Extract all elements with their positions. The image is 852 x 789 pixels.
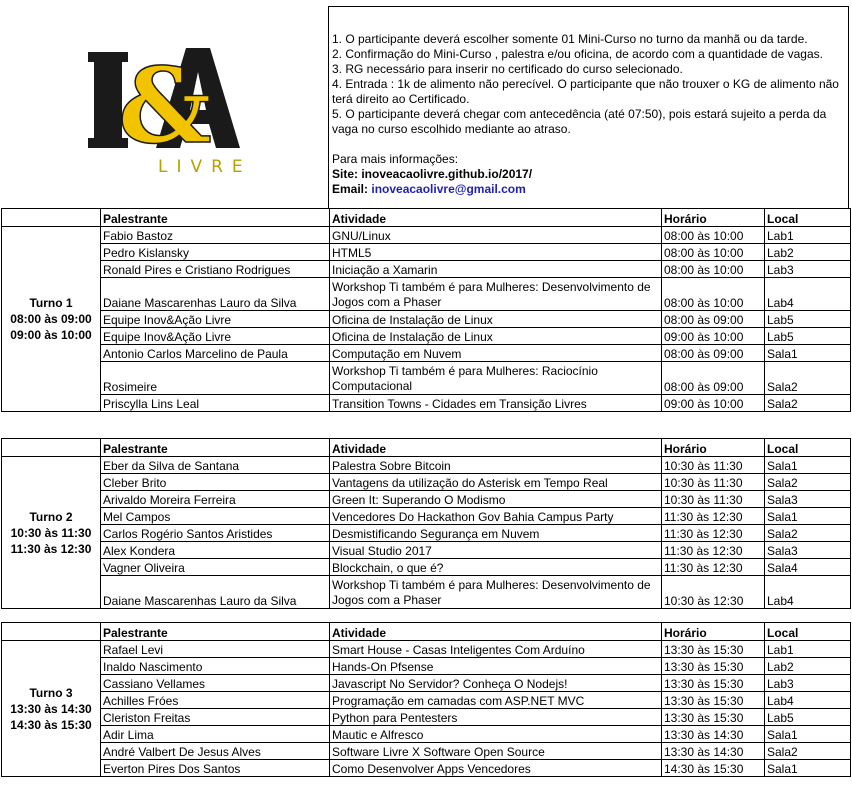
table-header <box>2 439 851 457</box>
table-cell: Alex Kondera <box>101 542 330 559</box>
table-cell: Workshop Ti também é para Mulheres: Desenvolvimento de Jogos com a Phaser <box>330 278 662 311</box>
schedule-table-turno-3 <box>1 622 851 777</box>
table-cell: 11:30 às 12:30 <box>662 559 765 576</box>
table-cell: Antonio Carlos Marcelino de Paula <box>101 345 330 362</box>
svg-text:&: & <box>118 44 212 167</box>
table-cell: Sala1 <box>765 508 851 525</box>
info-box <box>328 6 849 209</box>
table-cell: Arivaldo Moreira Ferreira <box>101 491 330 508</box>
schedule-table-turno-1 <box>1 208 851 412</box>
rule-3: 3. RG necessário para inserir no certificado do curso selecionado. <box>332 62 683 76</box>
table-cell <box>2 209 101 227</box>
table-cell: Lab4 <box>765 278 851 311</box>
table-cell: Sala1 <box>765 457 851 474</box>
table-cell: Desmistificando Segurança em Nuvem <box>330 525 662 542</box>
table-cell: Sala4 <box>765 559 851 576</box>
table-cell: Atividade <box>330 623 662 641</box>
table-cell: André Valbert De Jesus Alves <box>101 743 330 760</box>
table-cell: Sala2 <box>765 525 851 542</box>
logo-graphic <box>88 30 248 180</box>
table-cell: Everton Pires Dos Santos <box>101 760 330 777</box>
table-row <box>2 658 851 675</box>
table-cell: Adir Lima <box>101 726 330 743</box>
table-row <box>2 508 851 525</box>
table-cell: Lab1 <box>765 227 851 244</box>
table-cell: Software Livre X Software Open Source <box>330 743 662 760</box>
table-row <box>2 457 851 474</box>
table-cell: HTML5 <box>330 244 662 261</box>
table-cell: Lab5 <box>765 709 851 726</box>
table-row <box>2 491 851 508</box>
table-cell: Oficina de Instalação de Linux <box>330 311 662 328</box>
table-cell: Daiane Mascarenhas Lauro da Silva <box>101 278 330 311</box>
table-cell: Sala3 <box>765 491 851 508</box>
table-cell: 13:30 às 15:30 <box>662 641 765 658</box>
table-cell: 10:30 às 11:30 <box>662 457 765 474</box>
table-cell: Sala3 <box>765 542 851 559</box>
table-cell: 14:30 às 15:30 <box>662 760 765 777</box>
table-cell: Workshop Ti também é para Mulheres: Raciocínio Computacional <box>330 362 662 395</box>
turno-label: Turno 3 13:30 às 14:30 14:30 às 15:30 <box>2 641 101 777</box>
table-row <box>2 576 851 609</box>
table-row <box>2 395 851 412</box>
rule-1: 1. O participante deverá escolher somente 01 Mini-Curso no turno da manhã ou da tarde. <box>332 32 808 46</box>
table-cell: Sala2 <box>765 474 851 491</box>
table-cell <box>2 439 101 457</box>
table-cell: Sala2 <box>765 395 851 412</box>
table-cell: Equipe Inov&Ação Livre <box>101 311 330 328</box>
table-row <box>2 675 851 692</box>
table-header <box>2 209 851 227</box>
table-cell: Javascript No Servidor? Conheça O Nodejs! <box>330 675 662 692</box>
table-cell: Daiane Mascarenhas Lauro da Silva <box>101 576 330 609</box>
table-cell: 13:30 às 15:30 <box>662 692 765 709</box>
table-cell: Como Desenvolver Apps Vencedores <box>330 760 662 777</box>
table-cell: Mautic e Alfresco <box>330 726 662 743</box>
table-cell: Sala1 <box>765 345 851 362</box>
rule-4: 4. Entrada : 1k de alimento não perecível. O participante que não trouxer o KG de alimento não terá direito ao Certificado. <box>332 77 839 106</box>
table-cell: Palestrante <box>101 439 330 457</box>
table-row <box>2 261 851 278</box>
table-cell: 11:30 às 12:30 <box>662 508 765 525</box>
table-cell: 08:00 às 10:00 <box>662 244 765 261</box>
table-cell: 13:30 às 15:30 <box>662 675 765 692</box>
table-cell: Hands-On Pfsense <box>330 658 662 675</box>
table-cell: Atividade <box>330 439 662 457</box>
table-cell: Fabio Bastoz <box>101 227 330 244</box>
table-cell: 08:00 às 10:00 <box>662 278 765 311</box>
table-cell: Lab2 <box>765 658 851 675</box>
table-cell: Sala2 <box>765 362 851 395</box>
table-cell: Python para Pentesters <box>330 709 662 726</box>
table-cell: Horário <box>662 439 765 457</box>
rule-5: 5. O participante deverá chegar com antecedência (até 07:50), pois estará sujeito a perda da vaga no curso escolhido mediante ao atraso. <box>332 107 827 136</box>
table-cell: Lab2 <box>765 244 851 261</box>
table-row <box>2 525 851 542</box>
table-cell: Lab1 <box>765 641 851 658</box>
table-cell: Cleriston Freitas <box>101 709 330 726</box>
table-cell: 13:30 às 14:30 <box>662 726 765 743</box>
table-cell: Oficina de Instalação de Linux <box>330 328 662 345</box>
table-cell: Lab5 <box>765 328 851 345</box>
table-cell: Visual Studio 2017 <box>330 542 662 559</box>
table-row <box>2 559 851 576</box>
table-cell: Iniciação a Xamarin <box>330 261 662 278</box>
table-cell: Cassiano Vellames <box>101 675 330 692</box>
table-cell: Equipe Inov&Ação Livre <box>101 328 330 345</box>
table-cell: Computação em Nuvem <box>330 345 662 362</box>
more-info-label: Para mais informações: <box>332 152 459 166</box>
table-cell: Cleber Brito <box>101 474 330 491</box>
table-row <box>2 474 851 491</box>
table-cell: 10:30 às 12:30 <box>662 576 765 609</box>
table-row <box>2 743 851 760</box>
table-cell: Eber da Silva de Santana <box>101 457 330 474</box>
table-cell: Sala1 <box>765 760 851 777</box>
rule-2: 2. Confirmação do Mini-Curso , palestra e/ou oficina, de acordo com a quantidade de vagas. <box>332 47 823 61</box>
table-row <box>2 328 851 345</box>
site-link[interactable]: Site: inoveacaolivre.github.io/2017/ <box>332 167 533 181</box>
header-place: Local <box>765 209 851 227</box>
table-cell: Sala2 <box>765 743 851 760</box>
table-cell: Lab4 <box>765 576 851 609</box>
table-cell: 08:00 às 09:00 <box>662 311 765 328</box>
table-cell: Vagner Oliveira <box>101 559 330 576</box>
table-cell: 13:30 às 14:30 <box>662 743 765 760</box>
table-cell: Achilles Fróes <box>101 692 330 709</box>
table-cell: Mel Campos <box>101 508 330 525</box>
table-row <box>2 244 851 261</box>
table-row <box>2 709 851 726</box>
table-cell: Vantagens da utilização do Asterisk em Tempo Real <box>330 474 662 491</box>
table-row <box>2 278 851 311</box>
table-cell: Sala1 <box>765 726 851 743</box>
table-cell: Palestrante <box>101 623 330 641</box>
table-cell: Pedro Kislansky <box>101 244 330 261</box>
logo-subtitle: LIVRE <box>158 157 248 177</box>
turno-label: Turno 2 10:30 às 11:30 11:30 às 12:30 <box>2 457 101 609</box>
table-cell: 08:00 às 10:00 <box>662 227 765 244</box>
table-row <box>2 362 851 395</box>
table-cell: Vencedores Do Hackathon Gov Bahia Campus Party <box>330 508 662 525</box>
table-cell: 09:00 às 10:00 <box>662 328 765 345</box>
table-cell: Workshop Ti também é para Mulheres: Desenvolvimento de Jogos com a Phaser <box>330 576 662 609</box>
table-cell: Local <box>765 439 851 457</box>
table-cell: Horário <box>662 623 765 641</box>
email-link[interactable]: inoveacaolivre@gmail.com <box>371 182 526 196</box>
table-row <box>2 760 851 777</box>
event-logo <box>88 30 248 180</box>
table-cell: Blockchain, o que é? <box>330 559 662 576</box>
table-cell: Green It: Superando O Modismo <box>330 491 662 508</box>
table-cell: 08:00 às 09:00 <box>662 345 765 362</box>
table-cell <box>2 623 101 641</box>
table-cell: 10:30 às 11:30 <box>662 491 765 508</box>
table-cell: Transition Towns - Cidades em Transição Livres <box>330 395 662 412</box>
table-cell: Lab4 <box>765 692 851 709</box>
table-row <box>2 542 851 559</box>
table-cell: 09:00 às 10:00 <box>662 395 765 412</box>
table-row <box>2 692 851 709</box>
table-cell: 10:30 às 11:30 <box>662 474 765 491</box>
table-cell: Programação em camadas com ASP.NET MVC <box>330 692 662 709</box>
table-cell: Inaldo Nascimento <box>101 658 330 675</box>
table-cell: 13:30 às 15:30 <box>662 709 765 726</box>
table-cell: Lab5 <box>765 311 851 328</box>
table-cell: Priscylla Lins Leal <box>101 395 330 412</box>
table-row <box>2 227 851 244</box>
table-cell: 08:00 às 09:00 <box>662 362 765 395</box>
table-row <box>2 726 851 743</box>
table-cell: 11:30 às 12:30 <box>662 542 765 559</box>
turno-label: Turno 1 08:00 às 09:00 09:00 às 10:00 <box>2 227 101 412</box>
header-time: Horário <box>662 209 765 227</box>
table-row <box>2 311 851 328</box>
table-cell: Local <box>765 623 851 641</box>
header-speaker: Palestrante <box>101 209 330 227</box>
table-cell: 08:00 às 10:00 <box>662 261 765 278</box>
table-cell: Palestra Sobre Bitcoin <box>330 457 662 474</box>
table-cell: 13:30 às 15:30 <box>662 658 765 675</box>
schedule-table-turno-2 <box>1 438 851 609</box>
table-cell: Rosimeire <box>101 362 330 395</box>
table-cell: Rafael Levi <box>101 641 330 658</box>
table-cell: Lab3 <box>765 675 851 692</box>
table-row <box>2 345 851 362</box>
email-label: Email: <box>332 182 369 196</box>
table-cell: Lab3 <box>765 261 851 278</box>
table-cell: GNU/Linux <box>330 227 662 244</box>
table-row <box>2 641 851 658</box>
header-activity: Atividade <box>330 209 662 227</box>
table-header <box>2 623 851 641</box>
table-cell: 11:30 às 12:30 <box>662 525 765 542</box>
table-cell: Ronald Pires e Cristiano Rodrigues <box>101 261 330 278</box>
table-cell: Smart House - Casas Inteligentes Com Arduíno <box>330 641 662 658</box>
table-cell: Carlos Rogério Santos Aristides <box>101 525 330 542</box>
